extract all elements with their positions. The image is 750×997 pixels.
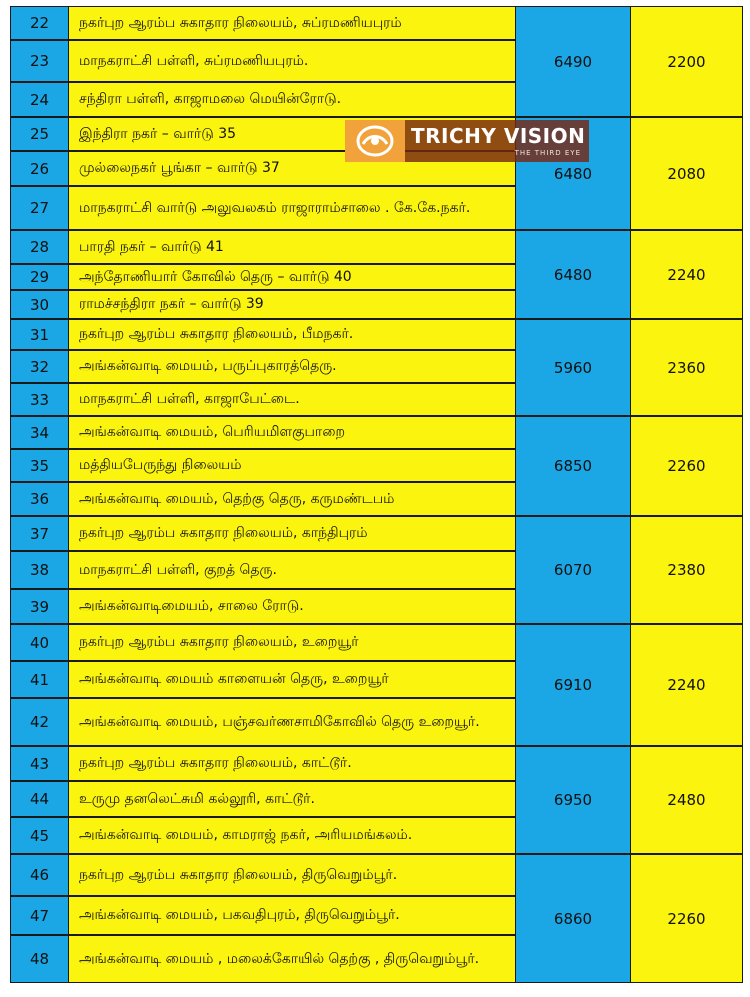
centre-name: நகர்புற ஆரம்ப சுகாதார நிலையம், காட்டூர். (69, 746, 516, 781)
row-number: 39 (10, 589, 69, 624)
centre-name: அங்கன்வாடி மையம், பஞ்சவர்ணசாமிகோவில் தெரு உறையூர். (69, 698, 516, 746)
group-value-1: 6490 (516, 6, 631, 117)
group-value-1: 6480 (516, 230, 631, 319)
row-number: 42 (10, 698, 69, 746)
row-number: 22 (10, 6, 69, 40)
centre-name: மாநகராட்சி பள்ளி, சுப்ரமணியபுரம். (69, 40, 516, 82)
row-number: 34 (10, 416, 69, 449)
centre-name: மத்தியபேருந்து நிலையம் (69, 449, 516, 482)
group-value-2: 2260 (631, 854, 743, 983)
row-number: 45 (10, 817, 69, 854)
row-number: 23 (10, 40, 69, 82)
centre-name: மாநகராட்சி பள்ளி, காஜாபேட்டை. (69, 383, 516, 416)
row-number: 32 (10, 350, 69, 383)
row-number: 38 (10, 551, 69, 589)
group-value-2: 2380 (631, 516, 743, 624)
group-value-1: 5960 (516, 319, 631, 416)
row-number: 47 (10, 896, 69, 935)
group-value-2: 2080 (631, 117, 743, 230)
row-number: 33 (10, 383, 69, 416)
row-number: 36 (10, 482, 69, 516)
centre-name: அங்கன்வாடி மையம், தெற்கு தெரு, கருமண்டபம் (69, 482, 516, 516)
row-number: 46 (10, 854, 69, 896)
centre-name: ராமச்சந்திரா நகர் – வார்டு 39 (69, 290, 516, 319)
zone-group (10, 746, 743, 854)
group-value-2: 2240 (631, 624, 743, 746)
centre-name: அங்கன்வாடி மையம், பெரியமிளகுபாறை (69, 416, 516, 449)
trichy-vision-watermark (345, 120, 589, 162)
group-value-2: 2360 (631, 319, 743, 416)
zone-group (10, 230, 743, 319)
row-number: 41 (10, 661, 69, 698)
centre-name: மாநகராட்சி பள்ளி, குறத் தெரு. (69, 551, 516, 589)
zone-group (10, 854, 743, 983)
group-value-1: 6850 (516, 416, 631, 516)
row-number: 29 (10, 264, 69, 290)
eye-logo-icon (345, 120, 405, 162)
row-number: 28 (10, 230, 69, 264)
group-value-1: 6950 (516, 746, 631, 854)
centre-name: அங்கன்வாடி மையம் காளையன் தெரு, உறையூர் (69, 661, 516, 698)
zone-group (10, 516, 743, 624)
row-number: 37 (10, 516, 69, 551)
centre-name: மாநகராட்சி வார்டு அலுவலகம் ராஜாராம்சாலை . கே.கே.நகர். (69, 186, 516, 230)
centre-name: நகர்புற ஆரம்ப சுகாதார நிலையம், பீமநகர். (69, 319, 516, 350)
row-number: 24 (10, 82, 69, 117)
zone-group (10, 6, 743, 117)
group-value-1: 6070 (516, 516, 631, 624)
row-number: 30 (10, 290, 69, 319)
group-value-1: 6910 (516, 624, 631, 746)
row-number: 31 (10, 319, 69, 350)
logo-tagline: THE THIRD EYE (514, 149, 581, 157)
logo-title: TRICHY VISION (411, 124, 586, 148)
row-number: 26 (10, 151, 69, 186)
group-value-2: 2240 (631, 230, 743, 319)
group-value-2: 2200 (631, 6, 743, 117)
group-value-2: 2480 (631, 746, 743, 854)
row-number: 25 (10, 117, 69, 151)
row-number: 43 (10, 746, 69, 781)
centre-name: நகர்புற ஆரம்ப சுகாதார நிலையம், உறையூர் (69, 624, 516, 661)
centre-name: நகர்புற ஆரம்ப சுகாதார நிலையம், திருவெறும்பூர். (69, 854, 516, 896)
centre-name: பாரதி நகர் – வார்டு 41 (69, 230, 516, 264)
centre-name: இந்திரா நகர் – வார்டு 35 (69, 117, 516, 151)
centre-name: நகர்புற ஆரம்ப சுகாதார நிலையம், சுப்ரமணியபுரம் (69, 6, 516, 40)
zone-group (10, 624, 743, 746)
row-number: 40 (10, 624, 69, 661)
zone-group (10, 416, 743, 516)
centre-name: அங்கன்வாடி மையம் , மலைக்கோயில் தெற்கு , திருவெறும்பூர். (69, 935, 516, 983)
group-value-2: 2260 (631, 416, 743, 516)
centre-name: அங்கன்வாடிமையம், சாலை ரோடு. (69, 589, 516, 624)
zone-group (10, 319, 743, 416)
row-number: 27 (10, 186, 69, 230)
row-number: 35 (10, 449, 69, 482)
centre-name: அங்கன்வாடி மையம், காமராஜ் நகர், அரியமங்கலம். (69, 817, 516, 854)
centre-name: முல்லைநகர் பூங்கா – வார்டு 37 (69, 151, 516, 186)
centre-name: நகர்புற ஆரம்ப சுகாதார நிலையம், காந்திபுரம் (69, 516, 516, 551)
centre-name: அங்கன்வாடி மையம், பகவதிபுரம், திருவெறும்பூர். (69, 896, 516, 935)
row-number: 44 (10, 781, 69, 817)
centre-name: அந்தோணியார் கோவில் தெரு – வார்டு 40 (69, 264, 516, 290)
centre-name: சந்திரா பள்ளி, காஜாமலை மெயின்ரோடு. (69, 82, 516, 117)
row-number: 48 (10, 935, 69, 983)
centre-name: உருமு தனலெட்சுமி கல்லூரி, காட்டூர். (69, 781, 516, 817)
centre-name: அங்கன்வாடி மையம், பருப்புகாரத்தெரு. (69, 350, 516, 383)
group-value-1: 6860 (516, 854, 631, 983)
group-value-1: 6480 (516, 117, 631, 230)
